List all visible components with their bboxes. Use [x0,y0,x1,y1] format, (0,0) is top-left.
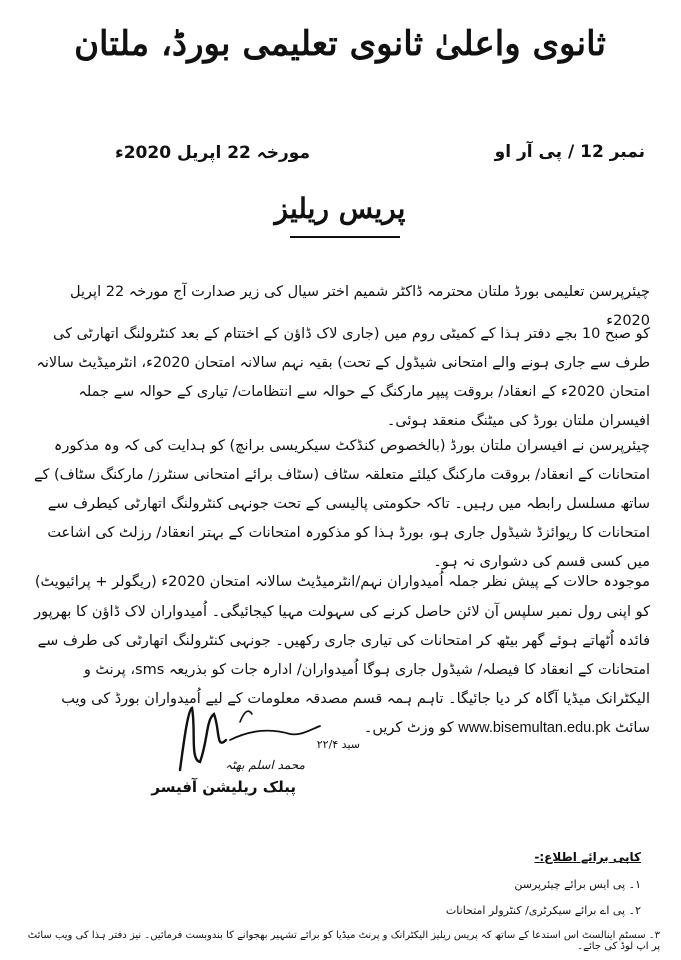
paragraph-directions: چیئرپرسن نے افیسران ملتان بورڈ (بالخصوص کنڈکٹ سیکریسی برانچ) کو ہدایت کی کہ وہ مذکورہ امتحانات کے انعقاد/ بروقت مارکنگ کیلئے متعلقہ سٹاف (سٹاف برائے امتحانی سنٹرز/ مارکنگ سٹاف) کے ساتھ مسلسل رابطہ میں رہیں۔ تاکہ حکومتی پالیسی کے تحت جونہی کنٹرولنگ اتھارٹی کیطرف سے امتحانات کا ریوائزڈ شیڈول جاری ہو، بورڈ ہذا کو مذکورہ امتحانات کے بہتر انعقاد/ رزلٹ کی اشاعت میں کسی قسم کی دشواری نہ ہو۔ [33,438,650,570]
copies-heading: کاپی برائے اطلاع:- [534,850,641,864]
signatory-initials: سید ۲۲/۴ [316,738,360,751]
document-title: پریس ریلیز [274,192,406,225]
copy-item: ۲۔ پی اے برائے سیکرٹری/ کنٹرولر امتحانات [445,904,641,917]
paragraph-rollnumber-text: کو اپنی رول نمبر سلپس آن لائن حاصل کرنے کی سہولت مہیا کیجائیگی۔ اُمیدواران لاک ڈاؤن کا بھرپور فائدہ اُٹھاتے ہوئے گھر بیٹھ کر امتحانات کی تیاری جاری رکھیں۔ جونہی کنٹرولنگ اتھارٹی کی طرف سے امتحانات کے انعقاد کا فیصلہ/ شیڈول جاری ہوگا اُمیدواران/ ادارہ جات کو بذریعہ sms، پرنٹ و الیکٹرانک میڈیا آگاہ کر دیا جائیگا۔ تاہم ہمہ قسم مصدقہ معلومات کے لیے اُمیدواران بورڈ کی ویب سائٹ [34,604,650,736]
paragraph-intro: چیئرپرسن تعلیمی بورڈ ملتان محترمہ ڈاکٹر شمیم اختر سیال کی زیر صدارت آج مورخہ 22 اپریل 2020ء [70,284,650,329]
copy-item: ۳۔ سسٹم اینالسٹ اس استدعا کے ساتھ کہ پریس ریلیز الیکٹرانک و پرنٹ میڈیا کو برائے تشہیر بھجوانے کا بندوبست فرمائیں۔ نیز دفتر ہذا کی ویب سائٹ پر اپ لوڈ کی جائے۔ [27,930,660,952]
reference-number: نمبر 12 / پی آر او [494,142,645,162]
board-heading: ثانوی واعلیٰ ثانوی تعلیمی بورڈ، ملتان [74,24,606,64]
copy-item: ۱۔ پی ایس برائے چیئرپرسن [514,878,641,891]
officer-title: پبلک ریلیشن آفیسر [151,778,296,796]
signatory-name: محمد اسلم بھٹہ [225,758,305,772]
title-underline [290,236,400,238]
website-link[interactable]: www.bisemultan.edu.pk [458,720,611,736]
issue-date: مورخہ 22 اپریل 2020ء [115,143,310,163]
paragraph-candidates: موجودہ حالات کے پیش نظر جملہ اُمیدواران نہم/انٹرمیڈیٹ سالانہ امتحان 2020ء (ریگولر + پرائیویٹ) [34,574,650,590]
paragraph-meeting: کو صبح 10 بجے دفتر ہذا کے کمیٹی روم میں (جاری لاک ڈاؤن کے اختتام کے بعد کنٹرولنگ اتھارٹی کی طرف سے جاری ہونے والے امتحانی شیڈول کے تحت) بقیہ نہم سالانہ امتحان 2020ء، انٹرمیڈیٹ سالانہ امتحان 2020ء کے انعقاد/ بروقت پیپر مارکنگ کے حوالہ سے انتظامات/ تیاری کے حوالہ سے جملہ افیسران ملتان بورڈ کی میٹنگ منعقد ہوئی۔ [36,326,650,429]
paragraph-rollnumber-end: کو وزٹ کریں۔ [363,720,454,736]
